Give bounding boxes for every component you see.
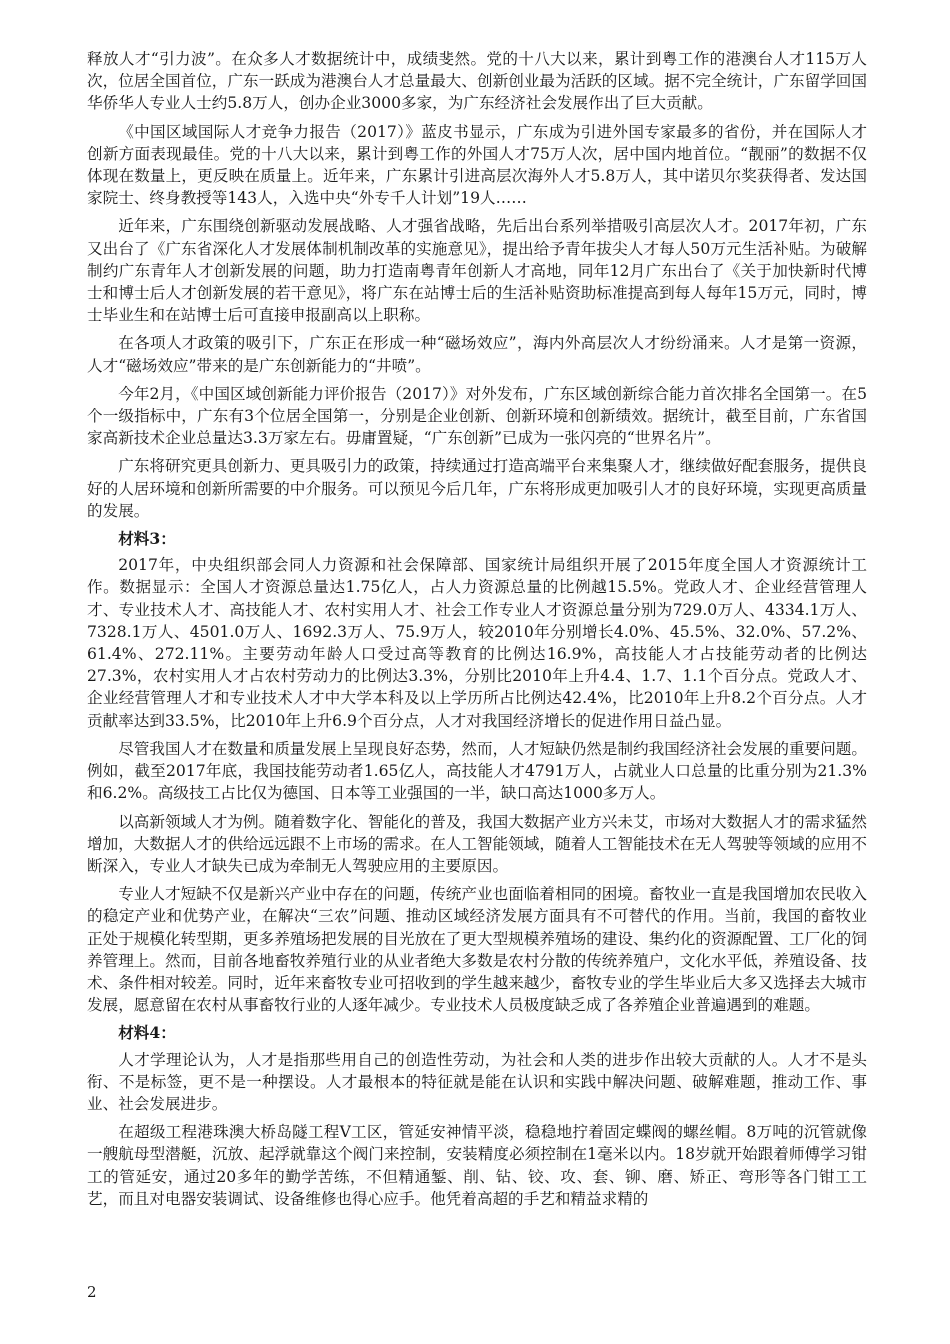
paragraph: 2017年，中央组织部会同人力资源和社会保障部、国家统计局组织开展了2015年度全国人才资源统计工作。数据显示：全国人才资源总量达1.75亿人，占人力资源总量的比例越15.5%。党政人才、企业经营管理人才、专业技术人才、高技能人才、农村实用人才、社会工作专业人才资源总量分别为729.0万人、4334.1万人、7328.1万人、4501.0万人、1692.3万人、75.9万人，较2010年分别增长4.0%、45.5%、32.0%、57.2%、61.4%、272.11%。主要劳动年龄人口受过高等教育的比例达16.9%，高技能人才占技能劳动者的比例达27.3%，农村实用人才占农村劳动力的比例达3.3%，分别比2010年上升4.4、1.7、1.1个百分点。党政人才、企业经营管理人才和专业技术人才中大学本科及以上学历所占比例达42.4%，比2010年上升8.2个百分点。人才贡献率达到33.5%，比2010年上升6.9个百分点，人才对我国经济增长的促进作用日益凸显。 — [87, 556, 867, 730]
page-number: 2 — [87, 1283, 97, 1301]
paragraph: 近年来，广东围绕创新驱动发展战略、人才强省战略，先后出台系列举措吸引高层次人才。2017年初，广东又出台了《广东省深化人才发展体制机制改革的实施意见》，提出给予青年拔尖人才每人50万元生活补贴。为破解制约广东青年人才创新发展的问题，助力打造南粤青年创新人才高地，同年12月广东出台了《关于加快新时代博士和博士后人才创新发展的若干意见》，将广东在站博士后的生活补贴资助标准提高到每人每年15万元，同时，博士毕业生和在站博士后可直接申报副高以上职称。 — [87, 217, 867, 325]
paragraph: 尽管我国人才在数量和质量发展上呈现良好态势，然而，人才短缺仍然是制约我国经济社会发展的重要问题。例如，截至2017年底，我国技能劳动者1.65亿人，高技能人才4791万人，占就业人口总量的比重分别为21.3%和6.2%。高级技工占比仅为德国、日本等工业强国的一半，缺口高达1000多万人。 — [87, 739, 867, 803]
paragraph: 在各项人才政策的吸引下，广东正在形成一种“磁场效应”，海内外高层次人才纷纷涌来。人才是第一资源，人才“磁场效应”带来的是广东创新能力的“井喷”。 — [87, 334, 867, 375]
paragraph: 以高新领域人才为例。随着数字化、智能化的普及，我国大数据产业方兴未艾，市场对大数据人才的需求猛然增加，大数据人才的供给远远跟不上市场的需求。在人工智能领域，随着人工智能技术在无人驾驶等领域的应用不断深入，专业人才缺失已成为牵制无人驾驶应用的主要原因。 — [87, 812, 867, 875]
paragraph: 《中国区域国际人才竞争力报告（2017）》蓝皮书显示，广东成为引进外国专家最多的省份，并在国际人才创新方面表现最佳。党的十八大以来，累计到粤工作的外国人才75万人次，居中国内地首位。“靓丽”的数据不仅体现在数量上，更反映在质量上。近年来，广东累计引进高层次海外人才5.8万人，其中诺贝尔奖获得者、发达国家院士、终身教授等143人，入选中央“外专千人计划”19人…… — [87, 122, 867, 208]
paragraph: 人才学理论认为，人才是指那些用自己的创造性劳动，为社会和人类的进步作出较大贡献的人。人才不是头衔、不是标签，更不是一种摆设。人才最根本的特征就是能在认识和实践中解决问题、破解难题，推动工作、事业、社会发展进步。 — [87, 1050, 867, 1113]
paragraph: 在超级工程港珠澳大桥岛隧工程Ⅴ工区，管延安神情平淡，稳稳地拧着固定蝶阀的螺丝帽。8万吨的沉管就像一艘航母型潜艇，沉放、起浮就靠这个阀门来控制，安装精度必须控制在1毫米以内。18岁就开始跟着师傅学习钳工的管延安，通过20多年的勤学苦练，不但精通錾、削、钻、铰、攻、套、铆、磨、矫正、弯形等各门钳工工艺，而且对电器安装调试、设备维修也得心应手。他凭着高超的手艺和精益求精的 — [87, 1123, 867, 1208]
document-body — [87, 48, 867, 1216]
material-3-heading: 材料3： — [118, 529, 176, 549]
paragraph: 释放人才“引力波”。在众多人才数据统计中，成绩斐然。党的十八大以来，累计到粤工作的港澳台人才115万人次，位居全国首位，广东一跃成为港澳台人才总量最大、创新创业最为活跃的区域。据不完全统计，广东留学回国华侨华人专业人士约5.8万人，创办企业3000多家，为广东经济社会发展作出了巨大贡献。 — [87, 50, 867, 113]
paragraph: 专业人才短缺不仅是新兴产业中存在的问题，传统产业也面临着相同的困境。畜牧业一直是我国增加农民收入的稳定产业和优势产业，在解决“三农”问题、推动区域经济发展方面具有不可替代的作用。当前，我国的畜牧业正处于规模化转型期，更多养殖场把发展的目光放在了更大型规模养殖场的建设、集约化的资源配置、工厂化的饲养管理上。然而，目前各地畜牧养殖行业的从业者绝大多数是农村分散的传统养殖户，文化水平低，养殖设备、技术、条件相对较差。同时，近年来畜牧专业可招收到的学生越来越少，畜牧专业的学生毕业后大多又选择去大城市发展，愿意留在农村从事畜牧行业的人逐年减少。专业技术人员极度缺乏成了各养殖企业普遍遇到的难题。 — [87, 885, 867, 1015]
paragraph: 今年2月，《中国区域创新能力评价报告（2017）》对外发布，广东区域创新综合能力首次排名全国第一。在5个一级指标中，广东有3个位居全国第一，分别是企业创新、创新环境和创新绩效。据统计，截至目前，广东省国家高新技术企业总量达3.3万家左右。毋庸置疑，“广东创新”已成为一张闪亮的“世界名片”。 — [87, 384, 867, 448]
material-4-heading: 材料4： — [118, 1023, 176, 1043]
paragraph: 广东将研究更具创新力、更具吸引力的政策，持续通过打造高端平台来集聚人才，继续做好配套服务，提供良好的人居环境和创新所需要的中介服务。可以预见今后几年，广东将形成更加吸引人才的良好环境，实现更高质量的发展。 — [87, 457, 867, 520]
